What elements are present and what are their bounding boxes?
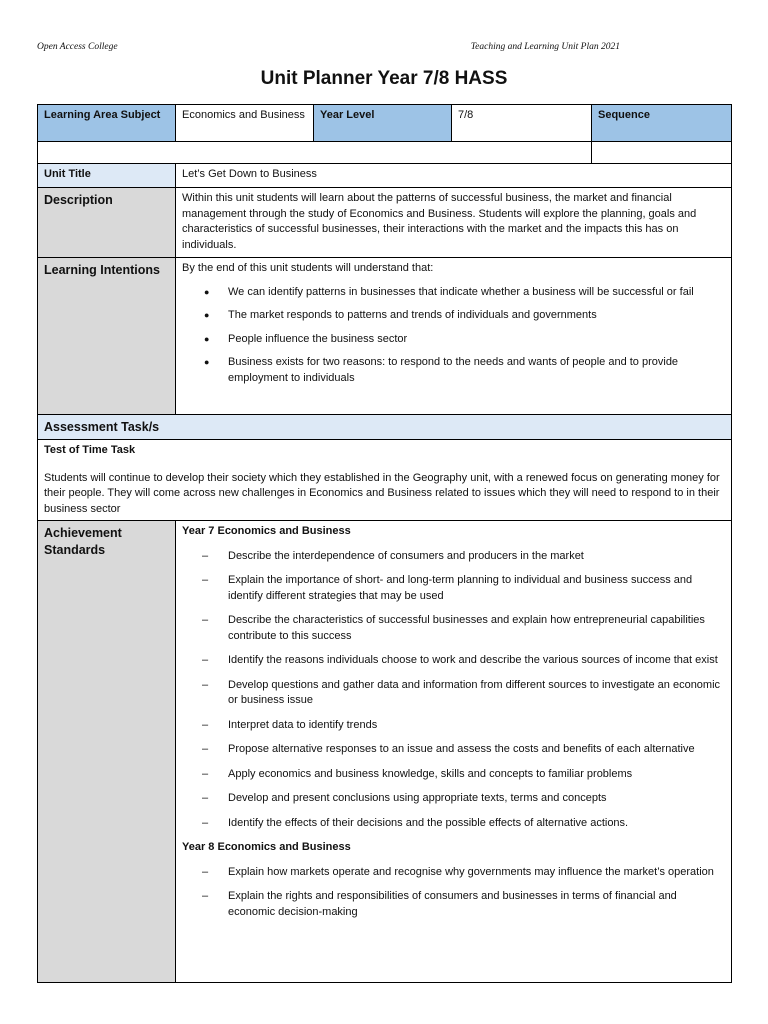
year-level-label: Year Level — [314, 105, 452, 142]
year7-list — [182, 549, 725, 832]
list-item: – Develop and present conclusions using appropriate texts, terms and concepts — [182, 791, 725, 807]
description-label: Description — [38, 188, 176, 258]
learning-intentions-list — [182, 285, 725, 387]
unit-title-value: Let’s Get Down to Business — [176, 164, 732, 188]
year8-title: Year 8 Economics and Business — [182, 841, 351, 853]
list-item: – Identify the effects of their decisions and the possible effects of alternative actions. — [182, 816, 725, 832]
list-item: – Explain how markets operate and recognise why governments may influence the market’s operation — [182, 865, 725, 881]
assessment-text: Students will continue to develop their society which they established in the Geography unit, with a renewed focus on generating money for their people. They will come across new challenges in Economics and Business related to issues which they will need to respond to in their business sector — [44, 471, 720, 515]
year7-title: Year 7 Economics and Business — [182, 525, 351, 537]
list-item: – Describe the characteristics of successful businesses and explain how entrepreneurial capabilities contribute to this success — [182, 613, 725, 644]
page-title: Unit Planner Year 7/8 HASS — [260, 68, 508, 89]
list-item: ● People influence the business sector — [182, 332, 725, 348]
assessment-cell — [38, 440, 732, 521]
assessment-label: Assessment Task/s — [38, 415, 732, 440]
list-item: – Interpret data to identify trends — [182, 718, 725, 734]
year-level-value: 7/8 — [452, 105, 592, 142]
header-document: Teaching and Learning Unit Plan 2021 — [470, 42, 620, 52]
list-item: – Develop questions and gather data and information from different sources to investigate an economic or business issue — [182, 678, 725, 709]
list-item: – Explain the importance of short- and long-term planning to individual and business success and identify different strategies that may be used — [182, 573, 725, 604]
sequence-label: Sequence — [592, 105, 732, 142]
list-item: ● Business exists for two reasons: to respond to the needs and wants of people and to provide employment to individuals — [182, 355, 725, 386]
assessment-task-title: Test of Time Task — [44, 444, 136, 456]
achievement-cell — [176, 521, 732, 983]
list-item: – Describe the interdependence of consumers and producers in the market — [182, 549, 725, 565]
learning-area-value: Economics and Business — [176, 105, 314, 142]
sequence-value — [592, 142, 732, 164]
list-item: ● The market responds to patterns and trends of individuals and governments — [182, 308, 725, 324]
list-item: ● We can identify patterns in businesses that indicate whether a business will be successful or fail — [182, 285, 725, 301]
learning-intentions-cell — [176, 258, 732, 415]
year8-list — [182, 865, 725, 921]
list-item: – Explain the rights and responsibilities of consumers and businesses in terms of financial and economic decision-making — [182, 889, 725, 920]
description-text: Within this unit students will learn about the patterns of successful business, the market and financial management through the study of Economics and Business. Students will explore the planning, goals and characteristics of successful businesses, their interactions with the market and the impacts this has on individuals. — [176, 188, 732, 258]
header-school: Open Access College — [37, 42, 118, 52]
learning-intentions-label: Learning Intentions — [38, 258, 176, 415]
achievement-label: Achievement Standards — [38, 521, 176, 983]
unit-planner-table — [37, 104, 732, 983]
list-item: – Propose alternative responses to an issue and assess the costs and benefits of each alternative — [182, 742, 725, 758]
empty-row-cell — [38, 142, 592, 164]
learning-intentions-intro: By the end of this unit students will understand that: — [182, 262, 434, 274]
learning-area-label: Learning Area Subject — [38, 105, 176, 142]
unit-title-label: Unit Title — [38, 164, 176, 188]
list-item: – Identify the reasons individuals choose to work and describe the various sources of income that exist — [182, 653, 725, 669]
list-item: – Apply economics and business knowledge, skills and concepts to familiar problems — [182, 767, 725, 783]
